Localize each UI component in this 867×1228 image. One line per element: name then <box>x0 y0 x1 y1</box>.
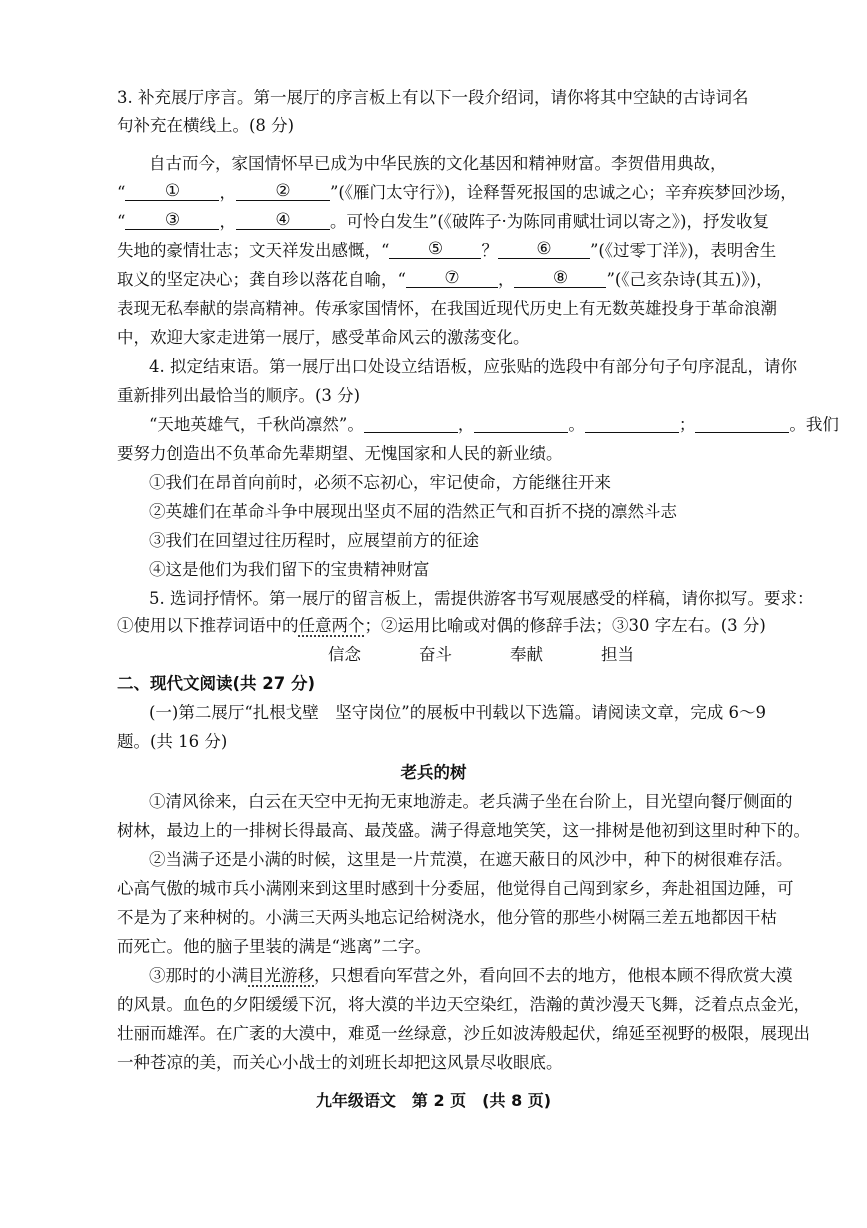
q4-answer-line: “天地英雄气，千秋尚凛然”。 ， 。 ； 。我们 <box>149 415 839 434</box>
order-blank-1[interactable] <box>364 415 458 433</box>
order-blank-2[interactable] <box>474 415 568 433</box>
q3-paragraph-line6: 表现无私奉献的崇高精神。传承家国情怀，在我国近现代历史上有无数英雄投身于革命浪潮 <box>117 299 777 318</box>
blank-6[interactable]: ⑥ <box>498 241 590 259</box>
q5-word-list <box>328 645 692 665</box>
blank-7[interactable]: ⑦ <box>406 270 498 288</box>
q3-paragraph-line7: 中，欢迎大家走进第一展厅，感受革命风云的激荡变化。 <box>117 328 530 347</box>
blank-3[interactable]: ③ <box>125 212 219 230</box>
q4-answer-line2: 要努力创造出不负革命先辈期望、无愧国家和人民的新业绩。 <box>117 444 563 463</box>
order-blank-4[interactable] <box>695 415 789 433</box>
q3-prompt-line2: 句补充在横线上。(8 分) <box>117 116 295 135</box>
section-intro-line1: (一)第二展厅“扎根戈壁 坚守岗位”的展板中刊载以下选篇。请阅读文章，完成 6～9 <box>149 703 766 722</box>
article-p3-line1: ③那时的小满目光游移，只想看向军营之外，看向回不去的地方，他根本顾不得欣赏大漠 <box>149 966 793 985</box>
blank-1[interactable]: ① <box>125 183 219 201</box>
q4-option-2: ②英雄们在革命斗争中展现出坚贞不屈的浩然正气和百折不挠的凛然斗志 <box>149 502 677 521</box>
q3-paragraph-line2: “ ① ， ② ”(《雁门太守行》)，诠释誓死报国的忠诚之心；辛弃疾梦回沙场， <box>117 181 797 202</box>
article-p2-line4: 而死亡。他的脑子里装的满是“逃离”二字。 <box>117 937 431 956</box>
q5-prompt-line1: 5. 选词抒情怀。第一展厅的留言板上，需提供游客书写观展感受的样稿，请你拟写。要求： <box>149 589 814 608</box>
q3-prompt-line1: 3. 补充展厅序言。第一展厅的序言板上有以下一段介绍词，请你将其中空缺的古诗词名 <box>117 88 749 107</box>
article-p3-line2: 的风景。血色的夕阳缓缓下沉，将大漠的半边天空染红，浩瀚的黄沙漫天飞舞，泛着点点金光， <box>117 995 810 1014</box>
emphasized-text: 目光游移 <box>248 966 314 985</box>
emphasized-text: 任意两个 <box>298 616 365 635</box>
section-heading: 二、现代文阅读(共 27 分) <box>117 674 316 693</box>
article-p3-line3: 壮丽而雄浑。在广袤的大漠中，难觅一丝绿意，沙丘如波涛般起伏，绵延至视野的极限，展现出 <box>117 1024 810 1043</box>
article-p1-line1: ①清风徐来，白云在天空中无拘无束地游走。老兵满子坐在台阶上，目光望向餐厅侧面的 <box>149 792 793 811</box>
article-title: 老兵的树 <box>400 763 467 782</box>
q4-option-3: ③我们在回望过往历程时，应展望前方的征途 <box>149 531 479 550</box>
word-2: 奋斗 <box>419 645 452 664</box>
q3-paragraph-line5: 取义的坚定决心；龚自珍以落花自喻，“ ⑦ ， ⑧ ”(《己亥杂诗(其五)》)， <box>117 268 773 289</box>
word-1: 信念 <box>328 645 361 664</box>
q5-prompt-line2: ①使用以下推荐词语中的任意两个；②运用比喻或对偶的修辞手法；③30 字左右。(3 分) <box>117 616 766 635</box>
article-p2-line3: 不是为了来种树的。小满三天两头地忘记给树浇水，他分管的那些小树隔三差五地都因干枯 <box>117 908 777 927</box>
blank-5[interactable]: ⑤ <box>389 241 481 259</box>
order-blank-3[interactable] <box>585 415 679 433</box>
blank-8[interactable]: ⑧ <box>514 270 606 288</box>
word-3: 奉献 <box>510 645 543 664</box>
q3-paragraph-line4: 失地的豪情壮志；文天祥发出感慨，“ ⑤ ？ ⑥ ”(《过零丁洋》)，表明舍生 <box>117 239 777 260</box>
q3-paragraph-line3: “ ③ ， ④ 。可怜白发生”(《破阵子·为陈同甫赋壮词以寄之》)，抒发收复 <box>117 210 769 231</box>
section-intro-line2: 题。(共 16 分) <box>117 732 228 751</box>
q4-option-4: ④这是他们为我们留下的宝贵精神财富 <box>149 560 430 579</box>
blank-4[interactable]: ④ <box>236 212 330 230</box>
q3-paragraph-line1: 自古而今，家国情怀早已成为中华民族的文化基因和精神财富。李贺借用典故， <box>149 154 727 173</box>
word-4: 担当 <box>601 645 634 664</box>
blank-2[interactable]: ② <box>236 183 330 201</box>
article-p3-line4: 一种苍凉的美，而关心小战士的刘班长却把这风景尽收眼底。 <box>117 1053 563 1072</box>
article-p2-line1: ②当满子还是小满的时候，这里是一片荒漠，在遮天蔽日的风沙中，种下的树很难存活。 <box>149 850 793 869</box>
q4-option-1: ①我们在昂首向前时，必须不忘初心，牢记使命，方能继往开来 <box>149 473 611 492</box>
q4-prompt-line1: 4. 拟定结束语。第一展厅出口处设立结语板，应张贴的选段中有部分句子句序混乱，请你 <box>149 357 797 376</box>
article-p1-line2: 树林，最边上的一排树长得最高、最茂盛。满子得意地笑笑，这一排树是他初到这里时种下的。 <box>117 821 810 840</box>
article-p2-line2: 心高气傲的城市兵小满刚来到这里时感到十分委屈，他觉得自己闯到家乡，奔赴祖国边陲，可 <box>117 879 794 898</box>
page-footer: 九年级语文 第 2 页 (共 8 页) <box>315 1091 552 1110</box>
q4-prompt-line2: 重新排列出最恰当的顺序。(3 分) <box>117 386 361 405</box>
